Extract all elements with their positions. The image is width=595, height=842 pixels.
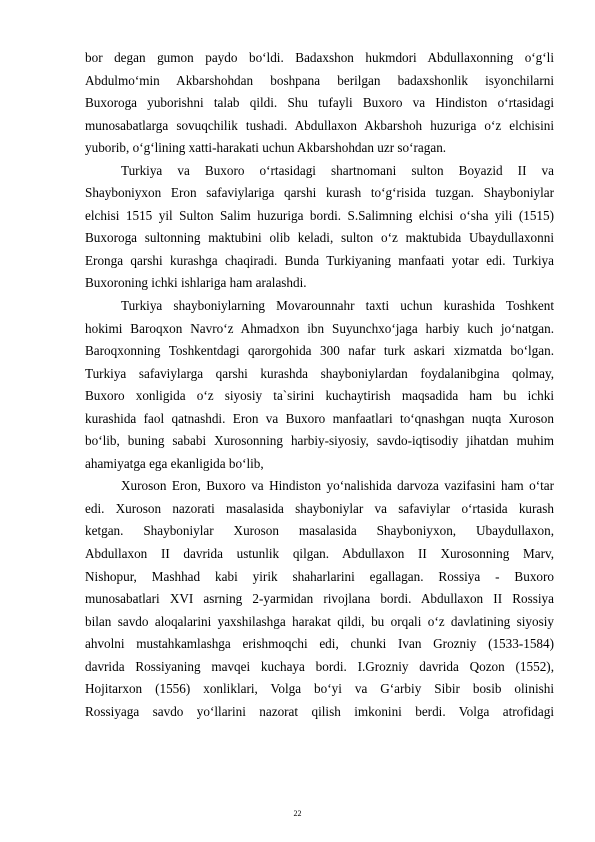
text-line: munosabatlari XVI asrning 2-yarmidan rivojlana bordi. Abdullaxon II Rossiya <box>85 591 554 607</box>
text-line: Shayboniyxon Eron safaviylariga qarshi kurash to‘g‘risida tuzgan. Shayboniylar <box>85 185 554 201</box>
text-line: ketgan. Shayboniylar Xuroson masalasida Shayboniyxon, Ubaydullaxon, <box>85 523 554 539</box>
text-line: Nishopur, Mashhad kabi yirik shaharlarini egallagan. Rossiya - Buxoro <box>85 568 554 584</box>
text-line: elchisi 1515 yil Sulton Salim huzuriga bordi. S.Salimning elchisi o‘sha yili (1515) <box>85 207 554 223</box>
text-line: Buxoroning ichki ishlariga ham aralashdi. <box>85 275 307 291</box>
text-line: Hojitarxon (1556) xonliklari, Volga bo‘yi va G‘arbiy Sibir bosib olinishi <box>85 681 554 697</box>
text-line: Abdulmo‘min Akbarshohdan boshpana berilgan badaxshonlik isyonchilarni <box>85 72 554 88</box>
text-line: Buxoro xonligida o‘z siyosiy ta`sirini kuchaytirish maqsadida ham bu ichki <box>85 388 554 404</box>
text-line: Buxoroga yuborishni talab qildi. Shu tufayli Buxoro va Hindiston o‘rtasidagi <box>85 95 554 111</box>
text-line: munosabatlarga sovuqchilik tushadi. Abdullaxon Akbarshoh huzuriga o‘z elchisini <box>85 117 554 133</box>
text-line: Baroqxonning Toshkentdagi qarorgohida 300 nafar turk askari xizmatda bo‘lgan. <box>85 343 554 359</box>
text-line: bor degan gumon paydo bo‘ldi. Badaxshon hukmdori Abdullaxonning o‘g‘li <box>85 50 554 65</box>
text-line: bo‘lib, buning sababi Xurosonning harbiy-siyosiy, savdo-iqtisodiy jihatdan muhim <box>85 433 554 449</box>
text-line: hokimi Baroqxon Navro‘z Ahmadxon ibn Suyunchxo‘jaga harbiy kuch jo‘natgan. <box>85 320 554 336</box>
text-line: Turkiya shayboniylarning Movarounnahr taxti uchun kurashida Toshkent <box>121 298 554 314</box>
text-line: kurashida faol qatnashdi. Eron va Buxoro manfaatlari to‘qnashgan nuqta Xuroson <box>85 410 554 426</box>
text-line: Abdullaxon II davrida ustunlik qilgan. Abdullaxon II Xurosonning Marv, <box>85 546 554 562</box>
page-number: 22 <box>293 809 302 818</box>
text-line: Xuroson Eron, Buxoro va Hindiston yo‘nalishida darvoza vazifasini ham o‘tar <box>121 478 554 494</box>
body-text <box>85 47 554 723</box>
text-line: Eronga qarshi kurashga chaqiradi. Bunda Turkiyaning manfaati yotar edi. Turkiya <box>85 252 554 268</box>
text-line: yuborib, o‘g‘lining xatti-harakati uchun Akbarshohdan uzr so‘ragan. <box>85 140 447 156</box>
text-line: Turkiya va Buxoro o‘rtasidagi shartnomani sulton Boyazid II va <box>121 162 554 178</box>
text-line: ahvolni mustahkamlashga erishmoqchi edi, chunki Ivan Grozniy (1533-1584) <box>85 636 554 652</box>
text-line: davrida Rossiyaning mavqei kuchaya bordi. I.Grozniy davrida Qozon (1552), <box>85 658 554 674</box>
text-line: ahamiyatga ega ekanligida bo‘lib, <box>85 455 264 471</box>
text-line: Buxoroga sultonning maktubini olib keladi, sulton o‘z maktubida Ubaydullaxonni <box>85 230 554 246</box>
text-line: bilan savdo aloqalarini yaxshilashga harakat qildi, bu orqali o‘z davlatining siyosiy <box>85 613 554 629</box>
text-line: edi. Xuroson nazorati masalasida shayboniylar va safaviylar o‘rtasida kurash <box>85 500 554 516</box>
text-line: Rossiyaga savdo yo‘llarini nazorat qilish imkonini berdi. Volga atrofidagi <box>85 703 554 719</box>
text-line: Turkiya safaviylarga qarshi kurashda shayboniylardan foydalanibgina qolmay, <box>85 365 554 381</box>
